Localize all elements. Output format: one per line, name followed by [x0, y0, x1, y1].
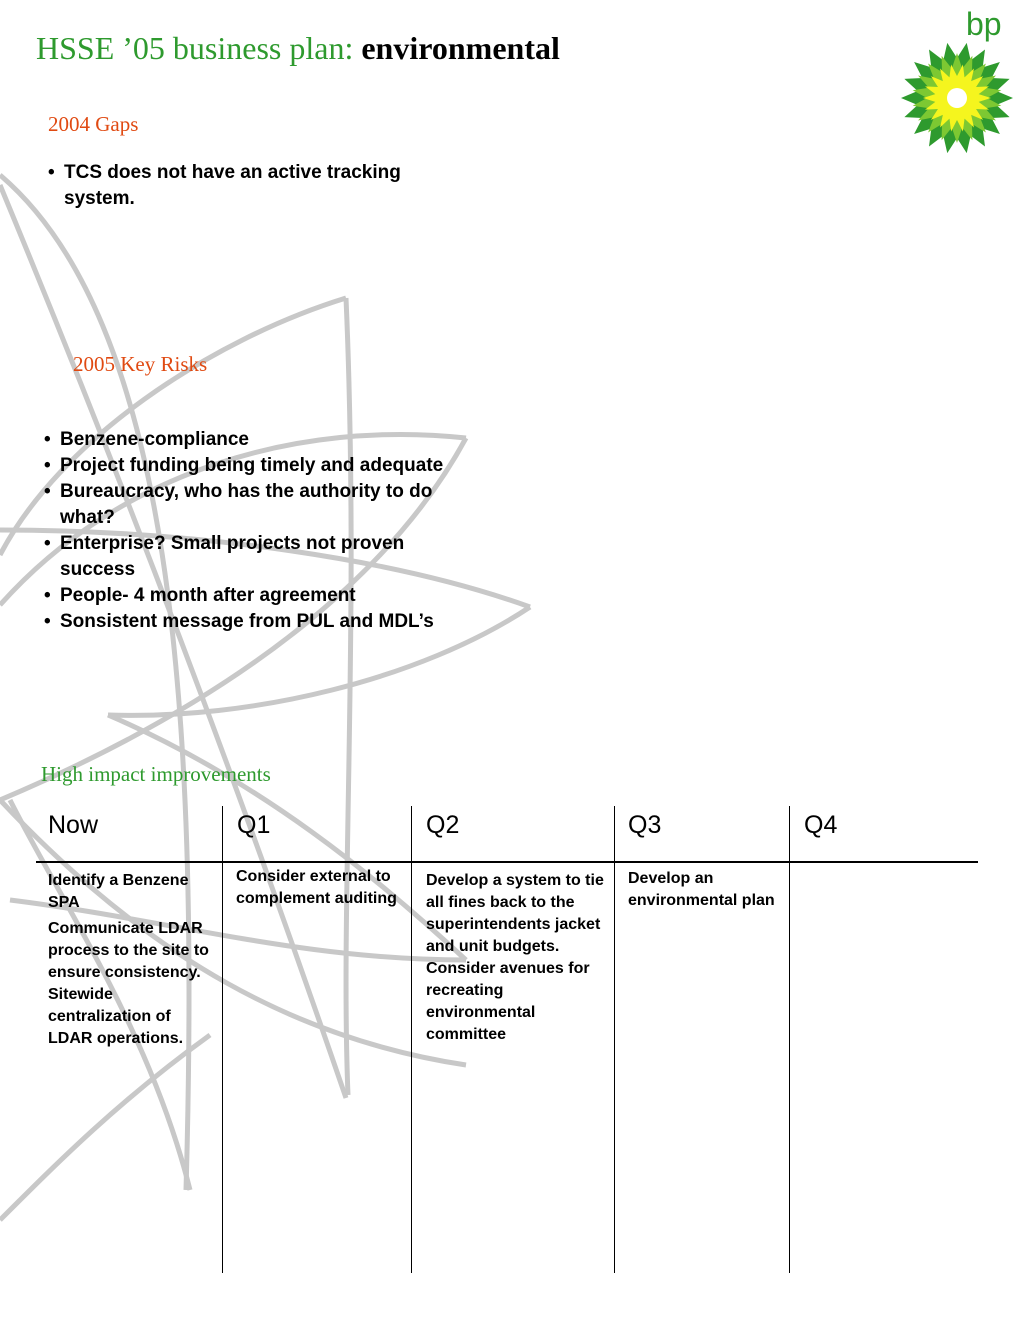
column-header-now: Now	[48, 811, 99, 839]
gap-item: • TCS does not have an active tracking system.	[48, 160, 468, 212]
column-header-q3: Q3	[628, 811, 662, 839]
bp-logo-text: bp	[966, 6, 1002, 42]
now-item: Communicate LDAR process to the site to ensure consistency. Sitewide centralization of LDAR operations.	[48, 920, 209, 1047]
risk-item: • People- 4 month after agreement	[44, 583, 474, 609]
gaps-list	[48, 160, 468, 212]
title-emphasis: environmental	[361, 30, 560, 66]
risk-item: • Sonsistent message from PUL and MDL’s	[44, 609, 474, 635]
column-header-q4: Q4	[804, 811, 838, 839]
risk-item: • Bureaucracy, who has the authority to do what?	[44, 479, 474, 531]
improvements-heading: High impact improvements	[41, 762, 271, 786]
title-main: HSSE ’05 business plan:	[36, 30, 362, 66]
cell-q3: Develop an environmental plan	[628, 870, 775, 909]
risk-item: • Project funding being timely and adequate	[44, 453, 474, 479]
column-divider	[614, 806, 615, 1273]
column-divider	[789, 806, 790, 1273]
column-divider	[411, 806, 412, 1273]
column-header-q2: Q2	[426, 811, 460, 839]
risk-item: • Benzene-compliance	[44, 427, 474, 453]
table-header-rule	[36, 861, 978, 863]
column-header-q1: Q1	[237, 811, 271, 839]
column-divider	[222, 806, 223, 1273]
cell-q2: Develop a system to tie all fines back to the superintendents jacket and unit budgets. Consider avenues for recreating environmental committee	[426, 872, 604, 1043]
gaps-heading: 2004 Gaps	[48, 112, 139, 136]
cell-q1: Consider external to complement auditing	[236, 868, 397, 907]
risks-list	[44, 427, 474, 635]
risk-item: • Enterprise? Small projects not proven success	[44, 531, 474, 583]
now-item: Identify a Benzene SPA	[48, 872, 189, 911]
cell-now	[48, 870, 214, 1050]
page-title	[36, 30, 560, 67]
bp-helios-sunflower-icon	[896, 40, 1018, 156]
risks-heading: 2005 Key Risks	[73, 352, 208, 376]
